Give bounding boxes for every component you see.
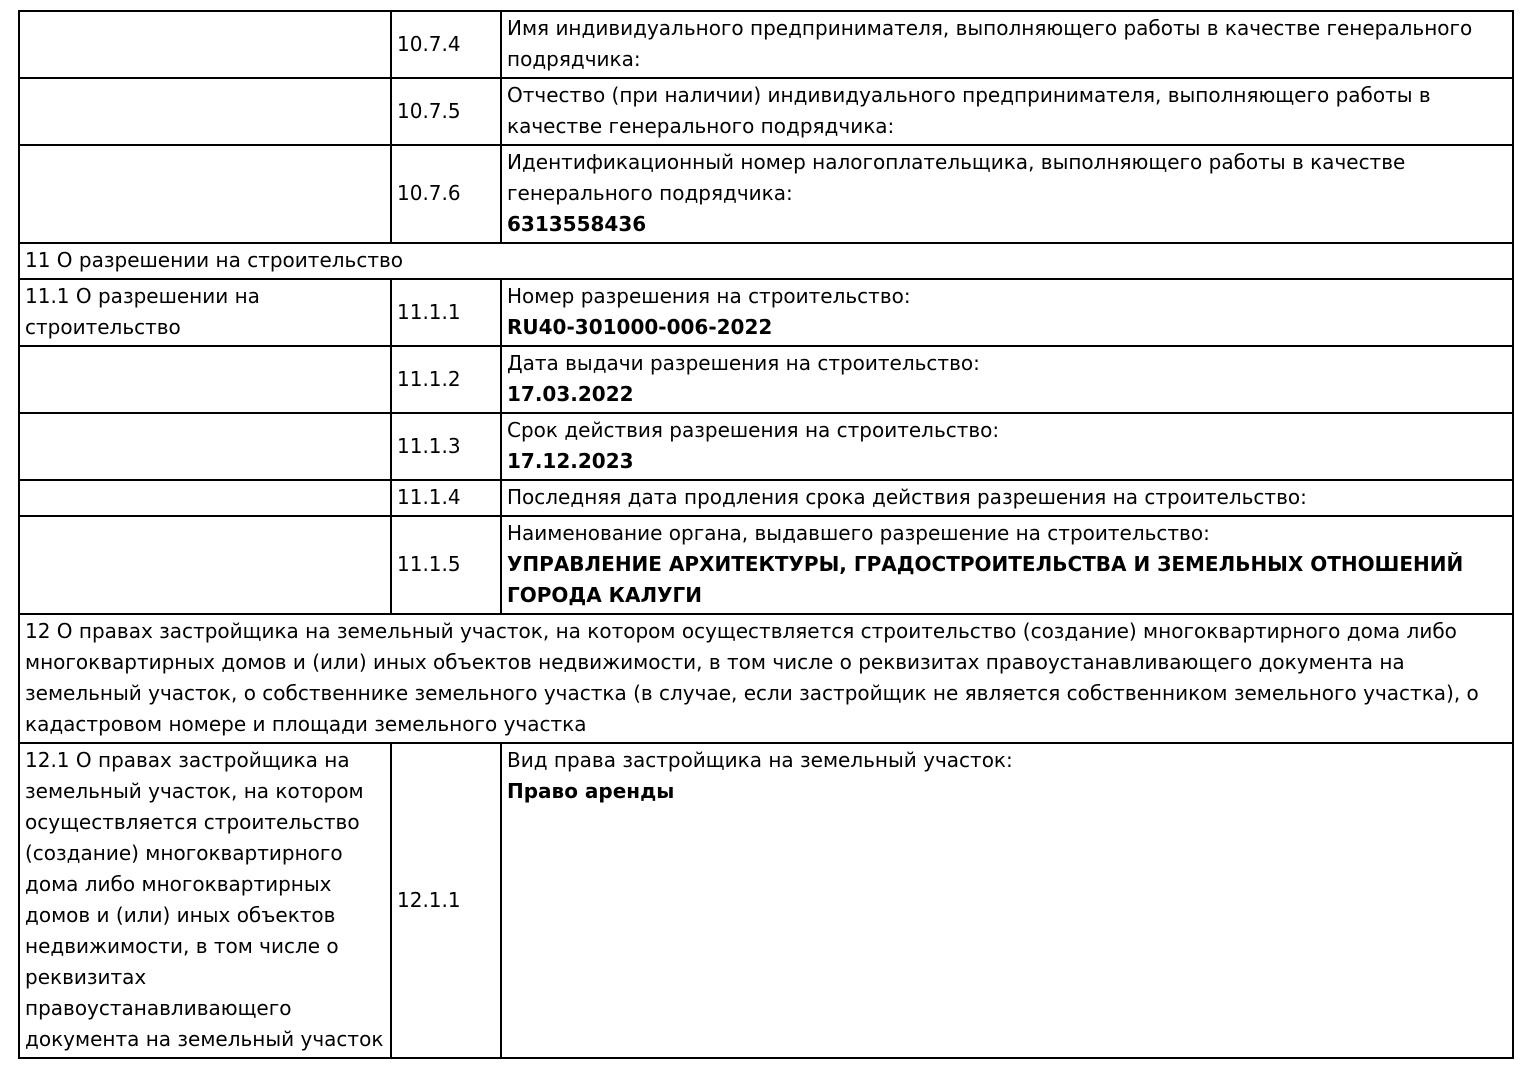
field-value: RU40-301000-006-2022 <box>507 315 773 339</box>
row-description-cell <box>501 145 1513 243</box>
row-section-label <box>19 11 391 78</box>
declaration-table-body <box>19 11 1513 1058</box>
field-label: Срок действия разрешения на строительство: <box>507 418 1000 442</box>
row-number: 11.1.4 <box>391 480 501 516</box>
section-header-row <box>19 243 1513 279</box>
section-title: 12 О правах застройщика на земельный участок, на котором осуществляется строительство (создание) многоквартирного дома либо многоквартирных домов и (или) иных объектов недвижимости, в том числе о реквизитах правоустанавливающего документа на земельный участок, о собственнике земельного участка (в случае, если застройщик не является собственником земельного участка), о кадастровом номере и площади земельного участка <box>19 614 1513 743</box>
row-section-label: 11.1 О разрешении на строительство <box>19 279 391 346</box>
row-number: 11.1.3 <box>391 413 501 480</box>
section-title: 11 О разрешении на строительство <box>19 243 1513 279</box>
row-description-cell <box>501 516 1513 614</box>
row-number: 10.7.6 <box>391 145 501 243</box>
row-section-label <box>19 480 391 516</box>
table-row <box>19 413 1513 480</box>
table-row <box>19 743 1513 1058</box>
field-label: Отчество (при наличии) индивидуального предпринимателя, выполняющего работы в качестве генерального подрядчика: <box>507 83 1431 138</box>
table-row <box>19 78 1513 145</box>
row-number: 10.7.5 <box>391 78 501 145</box>
row-section-label <box>19 78 391 145</box>
table-row <box>19 346 1513 413</box>
field-value: Право аренды <box>507 779 675 803</box>
row-number: 10.7.4 <box>391 11 501 78</box>
row-description-cell <box>501 346 1513 413</box>
row-description-cell <box>501 413 1513 480</box>
row-section-label: 12.1 О правах застройщика на земельный участок, на котором осуществляется строительство (создание) многоквартирного дома либо многоквартирных домов и (или) иных объектов недвижимости, в том числе о реквизитах правоустанавливающего документа на земельный участок <box>19 743 391 1058</box>
table-row <box>19 279 1513 346</box>
row-number: 11.1.5 <box>391 516 501 614</box>
field-value: 17.12.2023 <box>507 449 634 473</box>
field-label: Последняя дата продления срока действия разрешения на строительство: <box>507 485 1307 509</box>
row-section-label <box>19 145 391 243</box>
field-value: УПРАВЛЕНИЕ АРХИТЕКТУРЫ, ГРАДОСТРОИТЕЛЬСТВА И ЗЕМЕЛЬНЫХ ОТНОШЕНИЙ ГОРОДА КАЛУГИ <box>507 552 1464 607</box>
field-label: Идентификационный номер налогоплательщика, выполняющего работы в качестве генерального подрядчика: <box>507 150 1406 205</box>
row-number: 12.1.1 <box>391 743 501 1058</box>
table-row <box>19 480 1513 516</box>
row-section-label <box>19 346 391 413</box>
row-description-cell <box>501 743 1513 1058</box>
table-row <box>19 516 1513 614</box>
row-section-label <box>19 413 391 480</box>
row-section-label <box>19 516 391 614</box>
field-label: Вид права застройщика на земельный участок: <box>507 748 1013 772</box>
declaration-table <box>18 10 1514 1059</box>
table-row <box>19 145 1513 243</box>
section-header-row <box>19 614 1513 743</box>
field-value: 6313558436 <box>507 212 647 236</box>
row-description-cell <box>501 78 1513 145</box>
field-label: Наименование органа, выдавшего разрешение на строительство: <box>507 521 1210 545</box>
row-number: 11.1.2 <box>391 346 501 413</box>
row-number: 11.1.1 <box>391 279 501 346</box>
row-description-cell <box>501 11 1513 78</box>
row-description-cell <box>501 279 1513 346</box>
field-label: Дата выдачи разрешения на строительство: <box>507 351 980 375</box>
field-label: Имя индивидуального предпринимателя, выполняющего работы в качестве генерального подрядчика: <box>507 16 1473 71</box>
row-description-cell <box>501 480 1513 516</box>
table-row <box>19 11 1513 78</box>
field-value: 17.03.2022 <box>507 382 634 406</box>
field-label: Номер разрешения на строительство: <box>507 284 911 308</box>
